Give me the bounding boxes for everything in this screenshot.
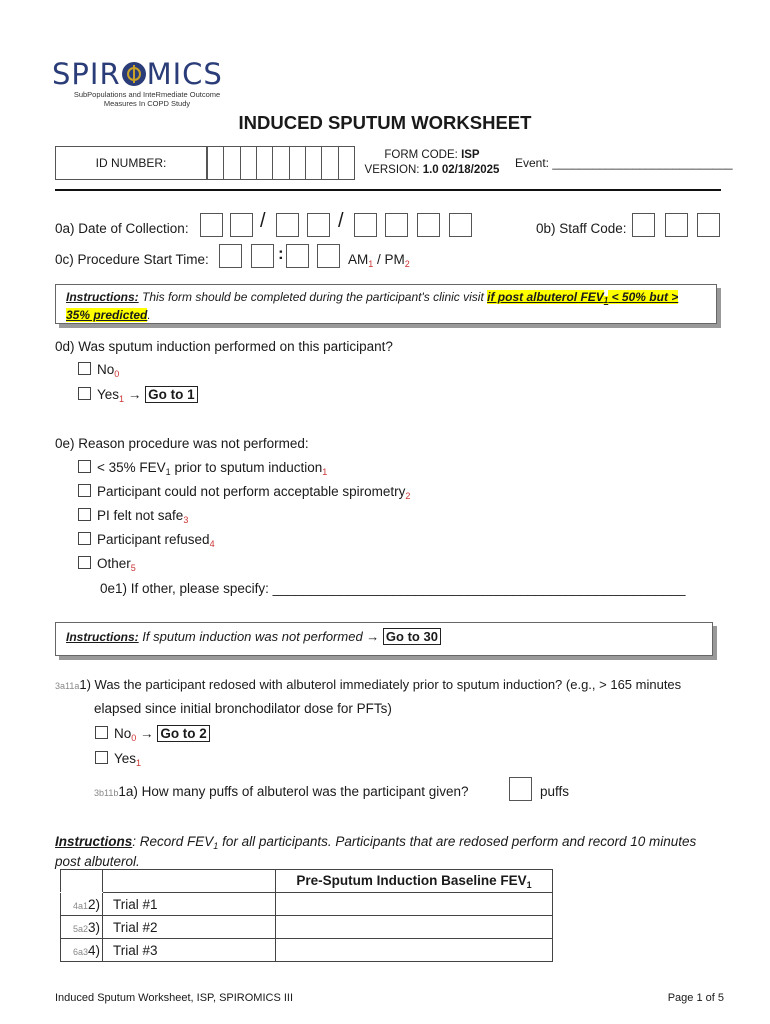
date-year-digit-3[interactable] [417,213,440,237]
form-code-label: FORM CODE: [384,149,458,161]
form-code-value: ISP [461,149,480,161]
id-digit-box[interactable] [224,146,240,180]
q0e-option-5[interactable] [78,556,136,573]
arrow-right-icon: → [366,629,380,644]
checkbox[interactable] [78,556,91,569]
q1-goto-2: Go to 2 [157,725,210,742]
q0d-question: 0d) Was sputum induction performed on this participant? [55,339,393,354]
checkbox[interactable] [95,751,108,764]
q0e-opt1-b: prior to sputum induction [170,460,323,475]
date-month-digit-2[interactable] [230,213,253,237]
q0e-opt2-label: Participant could not perform acceptable spirometry [97,484,406,499]
id-digit-box[interactable] [257,146,273,180]
q0e-option-3[interactable] [78,508,188,525]
q0e-option-1[interactable] [78,460,327,477]
q0e-opt1-sub: 1 [165,467,171,477]
date-year-digit-2[interactable] [385,213,408,237]
q1-block [55,677,681,692]
instructions-3-sub: 1 [213,841,219,851]
puffs-input-box[interactable] [509,777,532,801]
table-row: 6a34) Trial #3 [61,939,553,962]
footer-left: Induced Sputum Worksheet, ISP, SPIROMICS III [55,992,294,1004]
id-digit-box[interactable] [290,146,306,180]
q0e-opt2-code: 2 [405,491,411,501]
checkbox[interactable] [78,362,91,375]
q0e-opt4-code: 4 [209,539,215,549]
instructions-2-text: If sputum induction was not performed [138,629,367,644]
time-minute-digit-1[interactable] [286,244,309,268]
checkbox[interactable] [78,387,91,400]
id-number-label-box [55,146,207,180]
date-separator-2: / [338,210,344,232]
instructions-1-text: This form should be completed during the participant's clinic visit [138,290,488,304]
checkbox[interactable] [78,508,91,521]
instructions-1-highlight-b: < 50% but > [608,290,679,304]
date-year-digit-1[interactable] [354,213,377,237]
logo-word-right: MICS [146,57,223,91]
instructions-3-text-a: : Record FEV [132,834,214,849]
q1a-prefix: 3b11b [94,788,119,798]
q0b-label: 0b) Staff Code: [536,221,627,236]
id-digit-box[interactable] [306,146,322,180]
spiromics-logo [52,58,252,110]
staff-code-box-2[interactable] [665,213,688,237]
id-number-boxes [207,146,355,180]
pm-label: / PM [373,252,405,267]
q1a-question [94,784,469,799]
q1-option-yes[interactable] [95,751,141,768]
footer-right: Page 1 of 5 [667,992,724,1004]
id-digit-box[interactable] [273,146,289,180]
checkbox[interactable] [78,532,91,545]
instructions-1-highlight-sub: 1 [603,296,609,305]
q0d-no-code: 0 [114,369,120,379]
trial-2-value-cell[interactable] [276,916,553,939]
q0e-opt3-label: PI felt not safe [97,508,184,523]
staff-code-box-1[interactable] [632,213,655,237]
q0e-opt5-label: Other [97,556,131,571]
q1-prefix: 3a11a [55,681,80,691]
header-divider [55,189,721,191]
instructions-1-end: . [147,308,151,322]
q0d-option-yes[interactable] [78,387,198,404]
logo-emblem-icon [122,62,146,86]
date-day-digit-1[interactable] [276,213,299,237]
q0d-yes-label: Yes [97,387,120,402]
q0d-option-no[interactable] [78,362,119,379]
pm-code: 2 [404,259,410,269]
q0e-opt3-code: 3 [183,515,189,525]
id-digit-box[interactable] [207,146,224,180]
q0e-opt5-code: 5 [130,563,136,573]
time-colon: : [278,244,284,263]
form-code-block [362,148,502,178]
q0e-question: 0e) Reason procedure was not performed: [55,436,309,451]
checkbox[interactable] [78,484,91,497]
logo-subtitle-line1: SubPopulations and InteRmediate Outcome [73,90,221,99]
date-year-digit-4[interactable] [449,213,472,237]
puffs-unit: puffs [540,784,570,799]
q1-line2: elapsed since initial bronchodilator dose for PFTs) [94,701,392,716]
time-minute-digit-2[interactable] [317,244,340,268]
q1-line1: 1) Was the participant redosed with albuterol immediately prior to sputum induction? (e.g., > 165 minutes [79,677,682,692]
time-hour-digit-2[interactable] [251,244,274,268]
q0e-option-2[interactable] [78,484,410,501]
table-row: 5a23) Trial #2 [61,916,553,939]
event-field[interactable]: Event: ___________________________ [515,156,733,170]
id-digit-box[interactable] [339,146,355,180]
q0e-opt4-label: Participant refused [97,532,210,547]
time-hour-digit-1[interactable] [219,244,242,268]
version-value: 1.0 02/18/2025 [422,164,500,176]
checkbox[interactable] [78,460,91,473]
instructions-2-goto: Go to 30 [383,628,441,645]
q0d-yes-code: 1 [119,394,125,404]
instructions-3-text-b: for all participants. Participants that are redosed perform and record 10 minutes [218,834,697,849]
q0d-no-label: No [97,362,115,377]
instructions-1-lead: Instructions: [66,290,139,304]
trial-1-value-cell[interactable] [276,893,553,916]
q0d-goto-1: Go to 1 [145,386,198,403]
q1a-text: 1a) How many puffs of albuterol was the participant given? [118,784,469,799]
table-header: Pre-Sputum Induction Baseline $FEV_1$ [276,870,553,893]
id-digit-box[interactable] [322,146,338,180]
staff-code-box-3[interactable] [697,213,720,237]
q1-yes-label: Yes [114,751,137,766]
q0e1-other-field[interactable]: 0e1) If other, please specify: _______________________________________________________ [100,581,686,596]
trial-3-value-cell[interactable] [276,939,553,962]
am-label: AM [348,252,369,267]
date-day-digit-2[interactable] [307,213,330,237]
id-digit-box[interactable] [241,146,257,180]
fev-trials-table [60,869,553,962]
id-number-label: ID NUMBER: [95,156,167,170]
q0e-opt1-code: 1 [322,467,328,477]
am-pm-choice[interactable] [348,252,410,269]
instructions-3-text-c: post albuterol. [55,854,140,869]
q1-yes-code: 1 [136,758,142,768]
logo-word-left: SPIR [52,57,121,91]
q1-no-label: No [114,726,132,741]
date-month-digit-1[interactable] [200,213,223,237]
page-title: INDUCED SPUTUM WORKSHEET [238,112,532,133]
version-label: VERSION: [364,164,420,176]
arrow-right-icon: → [140,726,154,741]
instructions-box-1 [55,284,717,324]
q1-no-code: 0 [131,733,137,743]
logo-subtitle-line2: Measures In COPD Study [103,99,191,108]
q0a-label: 0a) Date of Collection: [55,221,189,236]
instructions-box-2 [55,622,713,656]
table-row: 4a12) Trial #1 [61,893,553,916]
instructions-1-highlight-a: if post albuterol FEV [487,290,604,304]
instructions-2-lead: Instructions: [66,630,139,644]
instructions-3-lead: Instructions [55,834,133,849]
q0e-opt1-a: < 35% FEV [97,460,166,475]
q0e-option-4[interactable] [78,532,215,549]
instructions-1-highlight-c: 35% predicted [66,308,148,322]
q0c-label: 0c) Procedure Start Time: [55,252,209,267]
am-code: 1 [368,259,374,269]
date-separator-1: / [260,210,266,232]
checkbox[interactable] [95,726,108,739]
instructions-3 [55,834,735,870]
arrow-right-icon: → [127,387,142,402]
q1-option-no[interactable] [95,726,210,743]
